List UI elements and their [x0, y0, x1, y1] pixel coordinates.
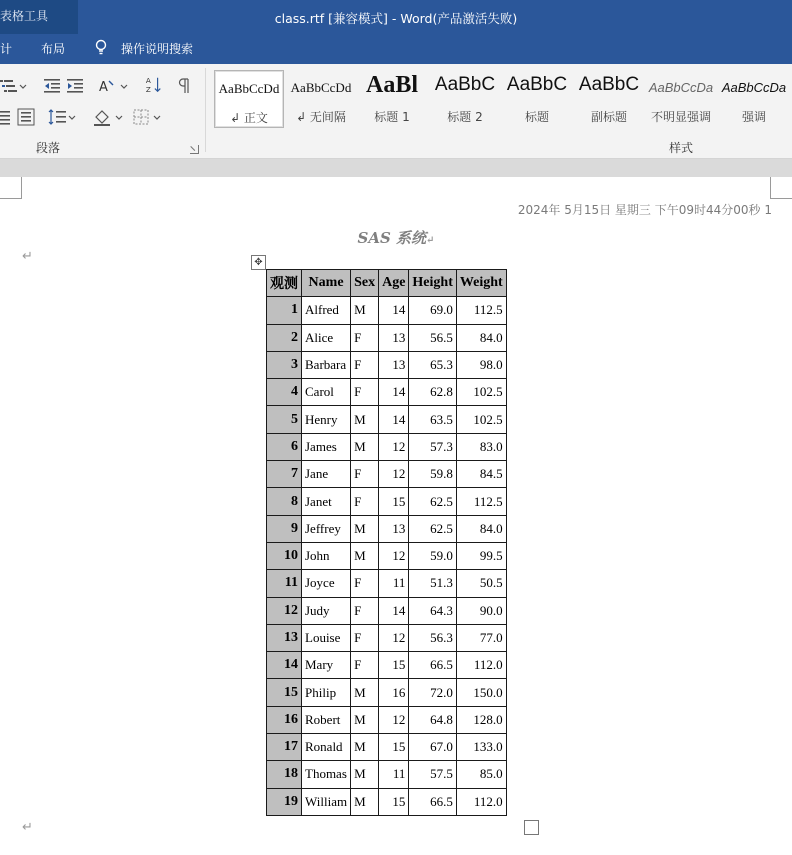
cell-weight[interactable]: 84.5 [456, 461, 506, 488]
ribbon-tab-bar [0, 34, 792, 64]
increase-indent-icon[interactable] [66, 77, 84, 95]
style-label: 副标题 [590, 110, 627, 124]
column-header-name: Name [302, 270, 351, 297]
column-header-weight: Weight [456, 270, 506, 297]
style-preview: AaBl [365, 72, 418, 98]
style-label: ↲ 正文 [230, 111, 268, 125]
paragraph-mark: ↵ [426, 235, 435, 246]
document-page[interactable] [0, 177, 792, 855]
table-row [267, 297, 507, 324]
style-preview: AaBbCcDa [648, 80, 714, 95]
table-row [267, 570, 507, 597]
table-resize-handle-icon[interactable] [524, 820, 539, 835]
cell-name[interactable]: Ronald [302, 734, 351, 761]
cell-name[interactable]: John [302, 542, 351, 569]
cell-name[interactable]: Alice [302, 324, 351, 351]
page-header-date: 2024年 5月15日 星期三 下午09时44分00秒 1 [517, 203, 772, 217]
cell-obs[interactable]: 15 [267, 679, 302, 706]
cell-name[interactable]: Barbara [302, 351, 351, 378]
table-header-row [267, 270, 507, 297]
cell-sex[interactable]: M [351, 515, 379, 542]
cell-name[interactable]: Alfred [302, 297, 351, 324]
cell-age[interactable]: 12 [379, 433, 409, 460]
cell-name[interactable]: Thomas [302, 761, 351, 788]
line-spacing-icon[interactable] [48, 108, 78, 126]
group-divider [205, 68, 206, 152]
ruler [0, 159, 792, 178]
table-row [267, 542, 507, 569]
table-row [267, 406, 507, 433]
cell-age[interactable]: 15 [379, 652, 409, 679]
cell-name[interactable]: James [302, 433, 351, 460]
cell-obs[interactable]: 13 [267, 624, 302, 651]
show-paragraph-marks-icon[interactable] [176, 77, 194, 95]
cell-obs[interactable]: 1 [267, 297, 302, 324]
cell-sex[interactable]: F [351, 351, 379, 378]
tell-me-search[interactable]: 操作说明搜索 [121, 42, 194, 56]
cell-height[interactable]: 62.8 [409, 379, 456, 406]
style-preview: AaBbC [434, 74, 496, 95]
shading-icon[interactable] [93, 108, 125, 126]
cell-sex[interactable]: F [351, 379, 379, 406]
cell-height[interactable]: 51.3 [409, 570, 456, 597]
cell-height[interactable]: 63.5 [409, 406, 456, 433]
paragraph-mark: ↵ [22, 820, 33, 835]
style-title[interactable] [503, 70, 571, 126]
distributed-align-icon[interactable] [17, 108, 35, 126]
table-body [267, 297, 507, 816]
crop-mark-top-left [0, 177, 22, 199]
cell-sex[interactable]: M [351, 433, 379, 460]
cell-weight[interactable]: 85.0 [456, 761, 506, 788]
cell-weight[interactable]: 102.5 [456, 406, 506, 433]
cell-obs[interactable]: 10 [267, 542, 302, 569]
style-emphasis[interactable] [720, 70, 788, 126]
lightbulb-icon[interactable] [94, 39, 108, 57]
style-label: 标题 2 [447, 110, 483, 124]
table-row [267, 624, 507, 651]
column-header-height: Height [409, 270, 456, 297]
svg-text:A: A [99, 80, 108, 95]
cell-obs[interactable]: 16 [267, 706, 302, 733]
style-subtle-emphasis[interactable] [647, 70, 715, 126]
tab-table-layout[interactable]: 布局 [41, 42, 66, 56]
sort-icon[interactable] [145, 76, 163, 94]
style-label: 标题 [524, 110, 549, 124]
style-label: 标题 1 [374, 110, 410, 124]
cell-sex[interactable]: F [351, 597, 379, 624]
cell-sex[interactable]: F [351, 570, 379, 597]
cell-age[interactable]: 13 [379, 515, 409, 542]
cell-sex[interactable]: M [351, 542, 379, 569]
cell-height[interactable]: 59.0 [409, 542, 456, 569]
cell-obs[interactable]: 6 [267, 433, 302, 460]
table-row [267, 761, 507, 788]
paragraph-group-label: 段落 [36, 141, 61, 155]
cell-name[interactable]: Janet [302, 488, 351, 515]
style-heading-1[interactable] [358, 70, 426, 126]
cell-sex[interactable]: M [351, 788, 379, 815]
style-preview: AaBbC [578, 74, 640, 95]
cell-name[interactable]: Jeffrey [302, 515, 351, 542]
style-heading-2[interactable] [431, 70, 499, 126]
borders-icon[interactable] [133, 108, 165, 126]
style-preview: AaBbCcDd [290, 80, 352, 95]
table-row [267, 652, 507, 679]
table-row [267, 324, 507, 351]
cell-obs[interactable]: 11 [267, 570, 302, 597]
cell-weight[interactable]: 112.5 [456, 488, 506, 515]
cell-weight[interactable]: 84.0 [456, 515, 506, 542]
cell-name[interactable]: Louise [302, 624, 351, 651]
cell-age[interactable]: 16 [379, 679, 409, 706]
decrease-indent-icon[interactable] [43, 77, 61, 95]
cell-height[interactable]: 62.5 [409, 515, 456, 542]
cell-weight[interactable]: 112.0 [456, 788, 506, 815]
cell-age[interactable]: 12 [379, 706, 409, 733]
style-preview: AaBbC [506, 74, 568, 95]
cell-height[interactable]: 56.5 [409, 324, 456, 351]
cell-weight[interactable]: 99.5 [456, 542, 506, 569]
cell-age[interactable]: 14 [379, 379, 409, 406]
cell-obs[interactable]: 12 [267, 597, 302, 624]
cell-age[interactable]: 15 [379, 734, 409, 761]
cell-age[interactable]: 15 [379, 788, 409, 815]
cell-obs[interactable]: 3 [267, 351, 302, 378]
table-move-handle-icon[interactable]: ✥ [251, 255, 266, 270]
table-row [267, 379, 507, 406]
table-row [267, 706, 507, 733]
cell-obs[interactable]: 4 [267, 379, 302, 406]
table-row [267, 433, 507, 460]
table-tools-label: 表格工具 [0, 9, 49, 23]
cell-name[interactable]: Jane [302, 461, 351, 488]
justify-icon[interactable] [0, 108, 10, 126]
style-preview: AaBbCcDd [218, 81, 280, 96]
style-normal[interactable] [214, 70, 284, 128]
cell-height[interactable]: 66.5 [409, 788, 456, 815]
tab-table-design[interactable]: 计 [0, 42, 13, 56]
cell-age[interactable]: 13 [379, 324, 409, 351]
cell-sex[interactable]: F [351, 461, 379, 488]
column-header-obs: 观测 [267, 270, 302, 297]
cell-obs[interactable]: 5 [267, 406, 302, 433]
style-no-spacing[interactable] [287, 70, 355, 126]
cell-weight[interactable]: 150.0 [456, 679, 506, 706]
multilevel-list-icon[interactable] [0, 77, 28, 95]
cell-weight[interactable]: 84.0 [456, 324, 506, 351]
cell-age[interactable]: 14 [379, 297, 409, 324]
title-bar [0, 0, 792, 34]
asian-layout-icon[interactable] [99, 77, 129, 95]
report-title [0, 227, 792, 248]
table-row [267, 679, 507, 706]
column-header-sex: Sex [351, 270, 379, 297]
style-preview: AaBbCcDa [721, 80, 787, 95]
cell-age[interactable]: 12 [379, 624, 409, 651]
cell-age[interactable]: 15 [379, 488, 409, 515]
cell-name[interactable]: Carol [302, 379, 351, 406]
cell-height[interactable]: 64.8 [409, 706, 456, 733]
table-row [267, 597, 507, 624]
cell-age[interactable]: 12 [379, 461, 409, 488]
cell-sex[interactable]: F [351, 488, 379, 515]
cell-weight[interactable]: 98.0 [456, 351, 506, 378]
svg-text:A: A [145, 76, 151, 86]
cell-sex[interactable]: M [351, 406, 379, 433]
cell-obs[interactable]: 8 [267, 488, 302, 515]
cell-weight[interactable]: 133.0 [456, 734, 506, 761]
paragraph-dialog-launcher-icon[interactable] [190, 145, 199, 154]
column-header-age: Age [379, 270, 409, 297]
cell-sex[interactable]: M [351, 734, 379, 761]
cell-age[interactable]: 11 [379, 570, 409, 597]
cell-sex[interactable]: M [351, 706, 379, 733]
cell-weight[interactable]: 90.0 [456, 597, 506, 624]
svg-text:Z: Z [145, 85, 151, 94]
cell-name[interactable]: Henry [302, 406, 351, 433]
cell-height[interactable]: 57.3 [409, 433, 456, 460]
cell-sex[interactable]: F [351, 624, 379, 651]
cell-weight[interactable]: 102.5 [456, 379, 506, 406]
style-label: 强调 [741, 110, 766, 124]
cell-height[interactable]: 72.0 [409, 679, 456, 706]
cell-obs[interactable]: 7 [267, 461, 302, 488]
cell-age[interactable]: 11 [379, 761, 409, 788]
cell-age[interactable]: 14 [379, 597, 409, 624]
cell-weight[interactable]: 112.5 [456, 297, 506, 324]
cell-name[interactable]: Robert [302, 706, 351, 733]
cell-obs[interactable]: 2 [267, 324, 302, 351]
cell-height[interactable]: 64.3 [409, 597, 456, 624]
style-label: ↲ 无间隔 [296, 110, 346, 124]
cell-name[interactable]: Mary [302, 652, 351, 679]
document-title: class.rtf [兼容模式] - Word(产品激活失败) [274, 11, 518, 26]
cell-weight[interactable]: 128.0 [456, 706, 506, 733]
cell-name[interactable]: Philip [302, 679, 351, 706]
table-row [267, 488, 507, 515]
cell-age[interactable]: 14 [379, 406, 409, 433]
cell-weight[interactable]: 77.0 [456, 624, 506, 651]
table-row [267, 734, 507, 761]
crop-mark-top-right [770, 177, 792, 199]
ribbon [0, 64, 792, 159]
cell-age[interactable]: 13 [379, 351, 409, 378]
cell-weight[interactable]: 83.0 [456, 433, 506, 460]
cell-sex[interactable]: F [351, 652, 379, 679]
cell-weight[interactable]: 50.5 [456, 570, 506, 597]
cell-height[interactable]: 62.5 [409, 488, 456, 515]
cell-obs[interactable]: 14 [267, 652, 302, 679]
cell-height[interactable]: 66.5 [409, 652, 456, 679]
cell-height[interactable]: 59.8 [409, 461, 456, 488]
cell-sex[interactable]: M [351, 679, 379, 706]
cell-obs[interactable]: 17 [267, 734, 302, 761]
cell-height[interactable]: 65.3 [409, 351, 456, 378]
cell-height[interactable]: 69.0 [409, 297, 456, 324]
cell-obs[interactable]: 9 [267, 515, 302, 542]
style-label: 不明显强调 [650, 110, 711, 124]
cell-name[interactable]: William [302, 788, 351, 815]
cell-height[interactable]: 57.5 [409, 761, 456, 788]
table-row [267, 788, 507, 815]
table-row [267, 351, 507, 378]
table-row [267, 515, 507, 542]
cell-name[interactable]: Joyce [302, 570, 351, 597]
cell-age[interactable]: 12 [379, 542, 409, 569]
report-title-text: SAS 系统 [357, 229, 427, 247]
cell-name[interactable]: Judy [302, 597, 351, 624]
cell-sex[interactable]: M [351, 761, 379, 788]
cell-height[interactable]: 67.0 [409, 734, 456, 761]
cell-height[interactable]: 56.3 [409, 624, 456, 651]
table-row [267, 461, 507, 488]
data-table[interactable] [266, 269, 507, 816]
cell-obs[interactable]: 18 [267, 761, 302, 788]
cell-sex[interactable]: M [351, 297, 379, 324]
cell-weight[interactable]: 112.0 [456, 652, 506, 679]
style-subtitle[interactable] [575, 70, 643, 126]
cell-obs[interactable]: 19 [267, 788, 302, 815]
cell-sex[interactable]: F [351, 324, 379, 351]
styles-group-label: 样式 [669, 141, 694, 155]
paragraph-mark: ↵ [22, 249, 33, 264]
